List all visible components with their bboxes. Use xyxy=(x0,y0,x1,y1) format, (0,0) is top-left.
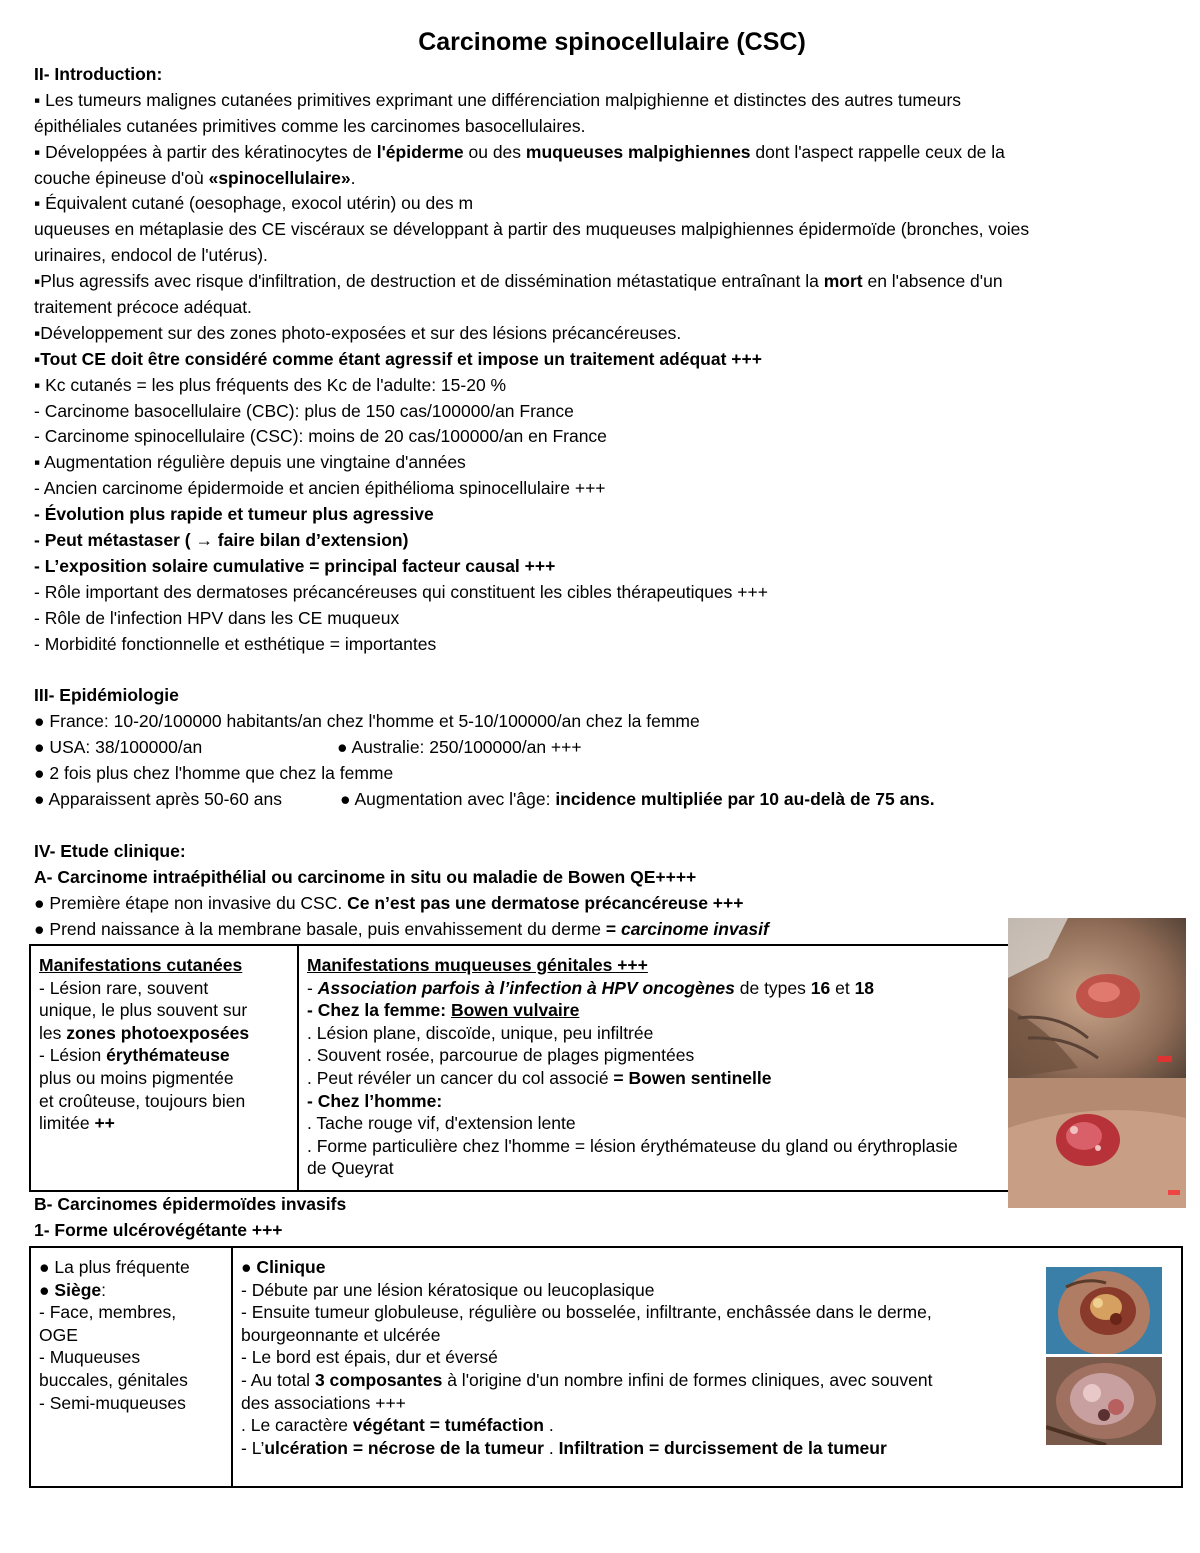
section-heading-epidemiologie: III- Epidémiologie xyxy=(34,685,179,706)
epid-line: ● USA: 38/100000/an ● Australie: 250/100000/an +++ xyxy=(34,737,582,758)
intro-line: uqueuses en métaplasie des CE viscéraux se développant à partir des muqueuses malpighiennes épidermoïde (bronches, voies xyxy=(34,219,1030,240)
clinique-cell xyxy=(232,1247,1182,1487)
cell-line: - Semi-muqueuses xyxy=(39,1392,186,1413)
intro-line: - L’exposition solaire cumulative = principal facteur causal +++ xyxy=(34,555,556,576)
cell-line: les zones photoexposées xyxy=(39,1022,250,1043)
intro-line: - Évolution plus rapide et tumeur plus agressive xyxy=(34,504,434,525)
ulcerative-tumor-photo xyxy=(1046,1357,1162,1445)
ulcerovegetante-table xyxy=(29,1246,1183,1488)
intro-line: - Carcinome spinocellulaire (CSC): moins de 20 cas/100000/an en France xyxy=(34,426,607,447)
intro-line: urinaires, endocol de l'utérus). xyxy=(34,245,268,266)
cell-line: . Tache rouge vif, d'extension lente xyxy=(307,1113,576,1134)
cell-line: - Lésion rare, souvent xyxy=(39,977,209,998)
intro-line: ▪ Développées à partir des kératinocytes de l'épiderme ou des muqueuses malpighiennes dont l'aspect rappelle ceux de la xyxy=(34,141,1005,162)
cell-line: unique, le plus souvent sur xyxy=(39,1000,248,1021)
intro-line: ▪ Équivalent cutané (oesophage, exocol utérin) ou des m xyxy=(34,193,474,214)
cell-line: plus ou moins pigmentée xyxy=(39,1067,234,1088)
epid-line: ● France: 10-20/100000 habitants/an chez l'homme et 5-10/100000/an chez la femme xyxy=(34,711,700,732)
cell-line: et croûteuse, toujours bien xyxy=(39,1090,246,1111)
cell-line: buccales, génitales xyxy=(39,1369,188,1390)
intro-line: - Rôle important des dermatoses précancéreuses qui constituent les cibles thérapeutiques +++ xyxy=(34,581,768,602)
cell-line: - Le bord est épais, dur et éversé xyxy=(241,1347,498,1368)
cell-line: OGE xyxy=(39,1324,78,1345)
intro-line: épithéliales cutanées primitives comme les carcinomes basocellulaires. xyxy=(34,115,586,136)
spacer xyxy=(34,813,1159,839)
clin-line: ● Prend naissance à la membrane basale, puis envahissement du derme = carcinome invasif xyxy=(34,918,769,939)
section-heading-etude-clinique: IV- Etude clinique: xyxy=(34,840,186,861)
cell-line: ● Siège: xyxy=(39,1279,106,1300)
cell-line: . Forme particulière chez l'homme = lésion érythémateuse du gland ou érythroplasie xyxy=(307,1135,958,1156)
cell-line: . Le caractère végétant = tuméfaction . xyxy=(241,1415,554,1436)
cell-line: . Souvent rosée, parcourue de plages pigmentées xyxy=(307,1045,695,1066)
cell-line: - L’ulcération = nécrose de la tumeur . Infiltration = durcissement de la tumeur xyxy=(241,1437,887,1458)
intro-line: ▪ Kc cutanés = les plus fréquents des Kc de l'adulte: 15-20 % xyxy=(34,374,507,395)
intro-line: ▪ Les tumeurs malignes cutanées primitives exprimant une différenciation malpighienne et distinctes des autres tumeurs xyxy=(34,89,962,110)
clin-line: ● Première étape non invasive du CSC. Ce n’est pas une dermatose précancéreuse +++ xyxy=(34,892,744,913)
epid-line: ● Apparaissent après 50-60 ans ● Augmentation avec l'âge: incidence multipliée par 10 au-delà de 75 ans. xyxy=(34,789,935,810)
clinique-heading: ● Clinique xyxy=(241,1257,326,1277)
intro-line: ▪ Augmentation régulière depuis une vingtaine d'années xyxy=(34,452,466,473)
subsection-heading-b: B- Carcinomes épidermoïdes invasifs xyxy=(34,1194,347,1214)
cell-line: des associations +++ xyxy=(241,1392,406,1413)
spacer xyxy=(34,657,1159,683)
subsection-heading-ulcerovegetante: 1- Forme ulcérovégétante +++ xyxy=(34,1220,283,1240)
intro-line: - Carcinome basocellulaire (CBC): plus de 150 cas/100000/an France xyxy=(34,400,574,421)
subsection-heading-a: A- Carcinome intraépithélial ou carcinome in situ ou maladie de Bowen QE++++ xyxy=(34,866,697,887)
main-content xyxy=(34,62,1159,943)
cell-line: - Débute par une lésion kératosique ou leucoplasique xyxy=(241,1279,655,1300)
cell-line: . Lésion plane, discoïde, unique, peu infiltrée xyxy=(307,1022,654,1043)
cell-line: ● La plus fréquente xyxy=(39,1257,190,1277)
facial-lesion-photo xyxy=(1008,918,1186,1078)
intro-line: ▪Développement sur des zones photo-exposées et sur des lésions précancéreuses. xyxy=(34,322,682,343)
intro-line: traitement précoce adéquat. xyxy=(34,297,252,318)
cell-line: bourgeonnante et ulcérée xyxy=(241,1324,441,1345)
intro-line: couche épineuse d'où «spinocellulaire». xyxy=(34,167,356,188)
page-title: Carcinome spinocellulaire (CSC) xyxy=(418,28,806,56)
siege-cell xyxy=(30,1247,232,1487)
mucosal-heading: Manifestations muqueuses génitales +++ xyxy=(307,955,648,975)
cutaneous-manifestations-cell xyxy=(30,945,298,1191)
intro-line: ▪Plus agressifs avec risque d'infiltration, de destruction et de dissémination métastatique entraînant la mort en l'absence d'un xyxy=(34,271,1003,292)
cell-line: de Queyrat xyxy=(307,1158,394,1179)
bowen-manifestations-table xyxy=(29,944,1029,1192)
intro-line: - Rôle de l'infection HPV dans les CE muqueux xyxy=(34,607,400,628)
cell-line: - Chez la femme: Bowen vulvaire xyxy=(307,1000,580,1021)
cell-line: limitée ++ xyxy=(39,1113,115,1134)
intro-line: ▪Tout CE doit être considéré comme étant agressif et impose un traitement adéquat +++ xyxy=(34,348,762,369)
cell-line: - Muqueuses xyxy=(39,1347,141,1368)
cell-line: - Ensuite tumeur globuleuse, régulière ou bosselée, infiltrante, enchâssée dans le derme, xyxy=(241,1302,932,1323)
cell-line: . Peut révéler un cancer du col associé = Bowen sentinelle xyxy=(307,1067,772,1088)
section-heading-introduction: II- Introduction: xyxy=(34,64,163,84)
cell-line: - Face, membres, xyxy=(39,1302,177,1323)
cutaneous-heading: Manifestations cutanées xyxy=(39,955,243,975)
cell-line: - Association parfois à l’infection à HPV oncogènes de types 16 et 18 xyxy=(307,977,875,998)
epid-line: ● 2 fois plus chez l'homme que chez la femme xyxy=(34,763,394,784)
cell-line: - Chez l’homme: xyxy=(307,1090,443,1111)
erythematous-plaque-photo xyxy=(1008,1078,1186,1208)
ulcerative-tumor-face-photo xyxy=(1046,1267,1162,1354)
cell-line: - Au total 3 composantes à l'origine d'un nombre infini de formes cliniques, avec souvent xyxy=(241,1369,933,1390)
intro-line: - Ancien carcinome épidermoide et ancien épithélioma spinocellulaire +++ xyxy=(34,478,606,499)
intro-line: - Morbidité fonctionnelle et esthétique = importantes xyxy=(34,633,437,654)
mucosal-manifestations-cell xyxy=(298,945,1028,1191)
intro-line: - Peut métastaser ( → faire bilan d’extension) xyxy=(34,530,409,551)
cell-line: - Lésion érythémateuse xyxy=(39,1045,230,1066)
